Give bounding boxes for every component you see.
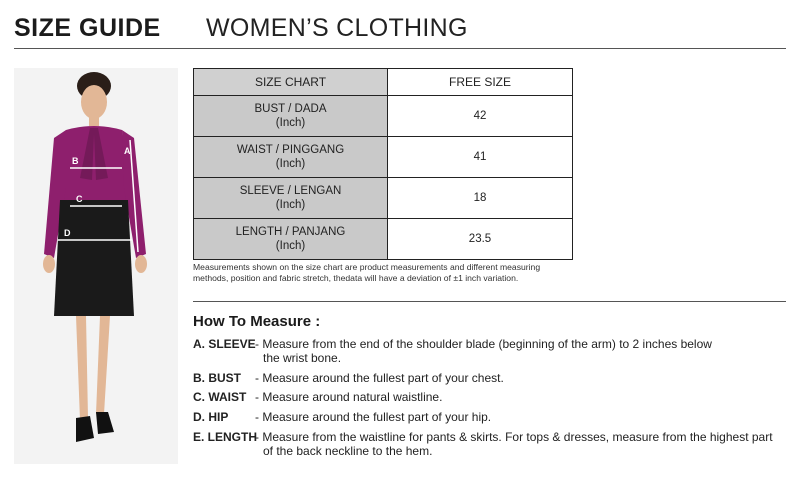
measure-text: - Measure from the waistline for pants & skirts. For tops & dresses, measure from the highest part [255, 430, 773, 444]
right-hand-shape [135, 255, 147, 273]
measurement-unit: (Inch) [275, 240, 306, 252]
blouse-torso-shape [60, 126, 128, 200]
header-divider [14, 48, 786, 49]
measurement-name-cell [194, 178, 388, 219]
measurement-name: SLEEVE / LENGAN [239, 185, 342, 197]
model-figure-illustration [14, 68, 178, 464]
page-header [14, 12, 786, 46]
measurement-name-cell [194, 96, 388, 137]
right-leg-shape [96, 316, 110, 414]
size-chart-table [193, 68, 573, 260]
measure-description [255, 337, 795, 365]
measurement-unit: (Inch) [275, 117, 306, 129]
measure-text: - Measure around natural waistline. [255, 390, 443, 404]
brand-title: SIZE GUIDE [14, 14, 161, 42]
size-chart-column-header: SIZE CHART [194, 69, 388, 96]
measure-text: - Measure around the fullest part of your chest. [255, 371, 504, 385]
measurement-name: LENGTH / PANJANG [235, 226, 346, 238]
waist-figure-label: C [76, 194, 83, 204]
measurement-unit: (Inch) [275, 158, 306, 170]
measurement-value-cell: 23.5 [388, 219, 573, 260]
free-size-column-header: FREE SIZE [388, 69, 573, 96]
measurement-name-cell [194, 137, 388, 178]
measurement-name: WAIST / PINGGANG [236, 144, 345, 156]
measurement-name-cell [194, 219, 388, 260]
measurement-disclaimer [193, 262, 633, 284]
page-subtitle: WOMEN’S CLOTHING [206, 14, 468, 42]
bust-figure-label: B [72, 156, 79, 166]
sleeve-figure-label: A [124, 146, 131, 156]
measurement-value-cell: 41 [388, 137, 573, 178]
measure-label: B. BUST [193, 371, 241, 385]
left-leg-shape [76, 316, 88, 420]
measurement-value-cell: 18 [388, 178, 573, 219]
how-to-divider [193, 301, 786, 302]
table-row [194, 137, 573, 178]
table-row [194, 96, 573, 137]
size-chart-header-row [194, 69, 573, 96]
measure-label: E. LENGTH [193, 430, 258, 444]
table-row [194, 219, 573, 260]
model-photo [14, 68, 178, 464]
table-row [194, 178, 573, 219]
measure-text-continued: of the back neckline to the hem. [263, 444, 433, 458]
measurement-value-cell: 42 [388, 96, 573, 137]
face-shape [81, 85, 107, 119]
how-to-measure-title: How To Measure : [193, 313, 321, 330]
right-shoe-shape [96, 412, 114, 434]
disclaimer-line-1: Measurements shown on the size chart are product measurements and different measuring [193, 262, 541, 272]
left-shoe-shape [76, 416, 94, 442]
measurement-unit: (Inch) [275, 199, 306, 211]
left-hand-shape [43, 255, 55, 273]
measure-description [255, 430, 795, 458]
measure-label: D. HIP [193, 410, 229, 424]
measure-label: C. WAIST [193, 390, 247, 404]
measure-text-continued: the wrist bone. [263, 351, 342, 365]
skirt-shape [54, 200, 134, 316]
neck-shape [89, 116, 99, 126]
measurement-name: BUST / DADA [254, 103, 327, 115]
disclaimer-line-2: methods, position and fabric stretch, thedata will have a deviation of ±1 inch variation. [193, 273, 519, 283]
measure-label: A. SLEEVE [193, 337, 256, 351]
measure-text: - Measure around the fullest part of your hip. [255, 410, 492, 424]
measure-text: - Measure from the end of the shoulder blade (beginning of the arm) to 2 inches below [255, 337, 712, 351]
hip-figure-label: D [64, 228, 71, 238]
